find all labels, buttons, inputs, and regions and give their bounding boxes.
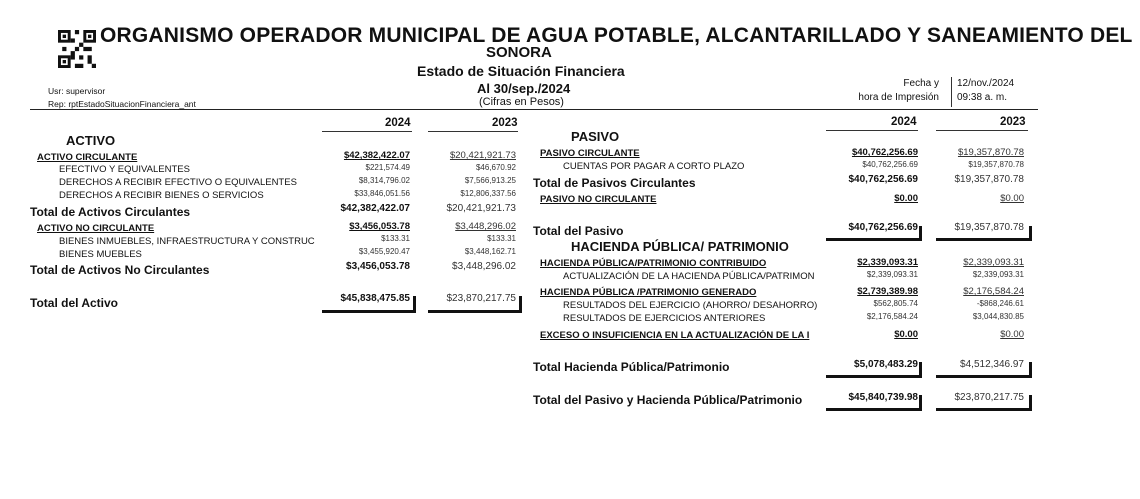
line-value-2024: $133.31 [381, 234, 410, 243]
line-value-2023: $133.31 [487, 234, 516, 243]
print-time: 09:38 a. m. [957, 92, 1008, 103]
print-label-1: Fecha y [903, 78, 939, 89]
year-underline [936, 130, 1028, 131]
total-activos-circulantes-2023: $20,421,921.73 [446, 203, 516, 214]
line-label: DERECHOS A RECIBIR EFECTIVO O EQUIVALENTES [59, 177, 297, 188]
total-activos-no-circulantes-2024: $3,456,053.78 [346, 261, 410, 272]
line-value-2024: $2,339,093.31 [866, 270, 918, 279]
grand-total-label: Total del Pasivo y Hacienda Pública/Patrimonio [533, 393, 803, 407]
activo-heading: ACTIVO [66, 133, 116, 148]
line-label: BIENES MUEBLES [59, 249, 142, 260]
print-separator [951, 77, 952, 107]
line-label: ACTUALIZACIÓN DE LA HACIENDA PÚBLICA/PATRIMON [563, 271, 815, 282]
total-bracket [1029, 362, 1032, 378]
report-note: (Cifras en Pesos) [479, 96, 564, 108]
total-bracket [413, 296, 416, 313]
line-value-2023: -$868,246.61 [976, 299, 1024, 308]
hacienda-heading: HACIENDA PÚBLICA/ PATRIMONIO [571, 239, 789, 254]
line-value-2024: $2,176,584.24 [866, 312, 918, 321]
line-value-2023: $46,670.92 [475, 163, 516, 172]
user-label: Usr: supervisor [48, 86, 106, 96]
line-label: RESULTADOS DEL EJERCICIO (AHORRO/ DESAHORRO) [563, 300, 818, 311]
activo-no-circulante-2023: $3,448,296.02 [455, 221, 516, 232]
hacienda-contribuido-2024: $2,339,093.31 [857, 257, 918, 268]
line-value-2024: $40,762,256.69 [862, 160, 918, 169]
year-2024-left: 2024 [385, 117, 411, 129]
activo-no-circulante-2024: $3,456,053.78 [349, 221, 410, 232]
year-underline [428, 131, 518, 132]
activo-no-circulante-label: ACTIVO NO CIRCULANTE [37, 223, 155, 234]
line-value-2023: $19,357,870.78 [968, 160, 1024, 169]
total-activo-2023: $23,870,217.75 [446, 293, 516, 304]
total-activo-label: Total del Activo [30, 296, 119, 310]
year-underline [322, 131, 412, 132]
total-double-rule [826, 375, 922, 378]
total-bracket [1029, 395, 1032, 411]
line-value-2023: $3,044,830.85 [972, 312, 1024, 321]
total-double-rule [428, 310, 522, 313]
total-hacienda-2024: $5,078,483.29 [854, 359, 918, 370]
exceso-2023: $0.00 [1000, 329, 1024, 340]
line-value-2023: $12,806,337.56 [460, 189, 516, 198]
report-title-line2: SONORA [486, 44, 552, 61]
activo-circulante-2024: $42,382,422.07 [343, 150, 410, 161]
total-activo-2024: $45,838,475.85 [340, 293, 410, 304]
pasivo-circulante-label: PASIVO CIRCULANTE [540, 148, 640, 159]
total-pasivos-circulantes-2023: $19,357,870.78 [954, 174, 1024, 185]
line-label: DERECHOS A RECIBIR BIENES O SERVICIOS [59, 190, 264, 201]
total-activos-no-circulantes-label: Total de Activos No Circulantes [30, 263, 210, 277]
report-title: ORGANISMO OPERADOR MUNICIPAL DE AGUA POTABLE, ALCANTARILLADO Y SANEAMIENTO DEL [100, 24, 1133, 47]
line-value-2024: $33,846,051.56 [354, 189, 410, 198]
qr-code-icon [58, 30, 96, 68]
total-hacienda-label: Total Hacienda Pública/Patrimonio [533, 360, 730, 374]
line-label: EFECTIVO Y EQUIVALENTES [59, 164, 190, 175]
print-label-2: hora de Impresión [858, 92, 939, 103]
pasivo-no-circulante-2024: $0.00 [894, 193, 918, 204]
year-2023-left: 2023 [492, 117, 518, 129]
total-activos-circulantes-2024: $42,382,422.07 [340, 203, 410, 214]
exceso-label: EXCESO O INSUFICIENCIA EN LA ACTUALIZACIÓN DE LA I [540, 330, 810, 341]
line-value-2023: $7,566,913.25 [464, 176, 516, 185]
line-value-2024: $562,805.74 [873, 299, 918, 308]
line-label: BIENES INMUEBLES, INFRAESTRUCTURA Y CONSTRUC [59, 236, 315, 247]
line-value-2023: $3,448,162.71 [464, 247, 516, 256]
hacienda-generado-label: HACIENDA PÚBLICA /PATRIMONIO GENERADO [540, 287, 757, 298]
print-date: 12/nov./2024 [957, 78, 1015, 89]
line-value-2024: $221,574.49 [365, 163, 410, 172]
pasivo-no-circulante-2023: $0.00 [1000, 193, 1024, 204]
total-bracket [1029, 226, 1032, 241]
report-id: Rep: rptEstadoSituacionFinanciera_ant [48, 99, 196, 109]
grand-total-2023: $23,870,217.75 [954, 392, 1024, 403]
line-value-2024: $8,314,796.02 [358, 176, 410, 185]
total-pasivo-2024: $40,762,256.69 [848, 222, 918, 233]
pasivo-heading: PASIVO [571, 129, 620, 144]
year-underline [826, 130, 918, 131]
line-value-2024: $3,455,920.47 [358, 247, 410, 256]
year-2023-right: 2023 [1000, 116, 1026, 128]
line-value-2023: $2,339,093.31 [972, 270, 1024, 279]
year-2024-right: 2024 [891, 116, 917, 128]
total-activos-no-circulantes-2023: $3,448,296.02 [452, 261, 516, 272]
hacienda-generado-2023: $2,176,584.24 [963, 286, 1024, 297]
total-double-rule [936, 375, 1032, 378]
total-double-rule [936, 408, 1032, 411]
total-pasivos-circulantes-label: Total de Pasivos Circulantes [533, 176, 696, 190]
report-period: Al 30/sep./2024 [477, 81, 571, 96]
hacienda-generado-2024: $2,739,389.98 [857, 286, 918, 297]
pasivo-circulante-2024: $40,762,256.69 [851, 147, 918, 158]
line-label: RESULTADOS DE EJERCICIOS ANTERIORES [563, 313, 766, 324]
total-double-rule [322, 310, 416, 313]
total-pasivo-2023: $19,357,870.78 [954, 222, 1024, 233]
total-bracket [919, 226, 922, 241]
line-label: CUENTAS POR PAGAR A CORTO PLAZO [563, 161, 745, 172]
hacienda-contribuido-2023: $2,339,093.31 [963, 257, 1024, 268]
total-bracket [919, 395, 922, 411]
total-double-rule [936, 238, 1032, 241]
total-pasivos-circulantes-2024: $40,762,256.69 [848, 174, 918, 185]
pasivo-no-circulante-label: PASIVO NO CIRCULANTE [540, 194, 657, 205]
activo-circulante-2023: $20,421,921.73 [449, 150, 516, 161]
pasivo-circulante-2023: $19,357,870.78 [957, 147, 1024, 158]
total-bracket [919, 362, 922, 378]
hacienda-contribuido-label: HACIENDA PÚBLICA/PATRIMONIO CONTRIBUIDO [540, 258, 767, 269]
total-pasivo-label: Total del Pasivo [533, 224, 624, 238]
total-bracket [519, 296, 522, 313]
exceso-2024: $0.00 [894, 329, 918, 340]
activo-circulante-label: ACTIVO CIRCULANTE [37, 152, 138, 163]
total-hacienda-2023: $4,512,346.97 [960, 359, 1024, 370]
report-subtitle: Estado de Situación Financiera [417, 63, 625, 79]
total-double-rule [826, 238, 922, 241]
grand-total-2024: $45,840,739.98 [848, 392, 918, 403]
header-rule [30, 109, 1038, 110]
total-activos-circulantes-label: Total de Activos Circulantes [30, 205, 191, 219]
total-double-rule [826, 408, 922, 411]
